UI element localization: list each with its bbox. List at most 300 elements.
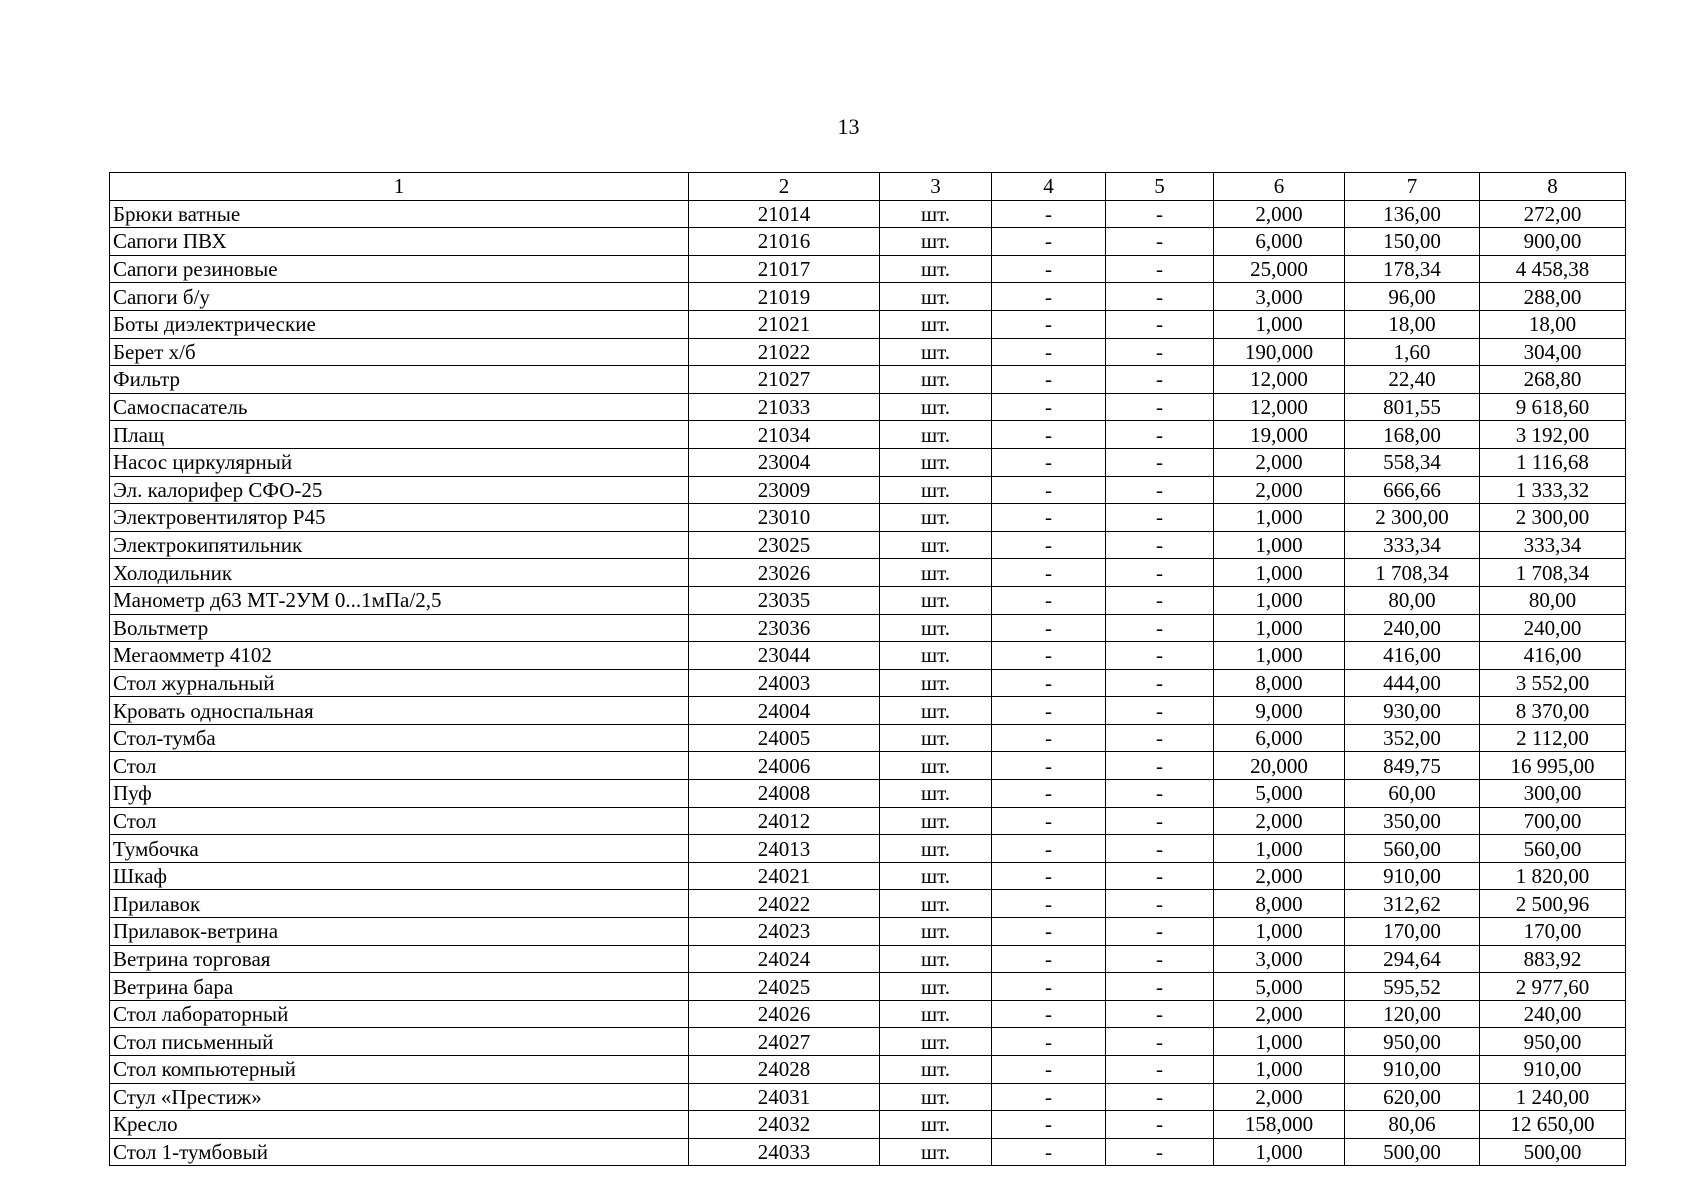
amount-cell: 560,00 xyxy=(1480,835,1626,863)
item-name-cell: Сапоги резиновые xyxy=(110,255,689,283)
item-code-cell: 24023 xyxy=(689,918,880,946)
item-code-cell: 24031 xyxy=(689,1083,880,1111)
unit-cell: шт. xyxy=(880,1056,992,1084)
table-row xyxy=(110,1056,1626,1084)
quantity-cell: 12,000 xyxy=(1214,366,1345,394)
col4-cell: - xyxy=(992,559,1106,587)
col4-cell: - xyxy=(992,724,1106,752)
item-name-cell: Мегаомметр 4102 xyxy=(110,642,689,670)
price-cell: 444,00 xyxy=(1345,669,1480,697)
col5-cell: - xyxy=(1106,1028,1214,1056)
item-name-cell: Стол xyxy=(110,807,689,835)
quantity-cell: 19,000 xyxy=(1214,421,1345,449)
price-cell: 178,34 xyxy=(1345,255,1480,283)
amount-cell: 2 500,96 xyxy=(1480,890,1626,918)
header-row xyxy=(110,173,1626,201)
item-code-cell: 21017 xyxy=(689,255,880,283)
quantity-cell: 8,000 xyxy=(1214,890,1345,918)
table-row xyxy=(110,669,1626,697)
item-name-cell: Ветрина торговая xyxy=(110,945,689,973)
item-code-cell: 23010 xyxy=(689,504,880,532)
quantity-cell: 190,000 xyxy=(1214,338,1345,366)
price-cell: 2 300,00 xyxy=(1345,504,1480,532)
column-header: 3 xyxy=(880,173,992,201)
table-row xyxy=(110,614,1626,642)
item-name-cell: Тумбочка xyxy=(110,835,689,863)
item-name-cell: Стол письменный xyxy=(110,1028,689,1056)
item-name-cell: Манометр д63 МТ-2УМ 0...1мПа/2,5 xyxy=(110,586,689,614)
col4-cell: - xyxy=(992,531,1106,559)
price-cell: 1,60 xyxy=(1345,338,1480,366)
col5-cell: - xyxy=(1106,697,1214,725)
price-cell: 312,62 xyxy=(1345,890,1480,918)
col5-cell: - xyxy=(1106,835,1214,863)
price-cell: 18,00 xyxy=(1345,310,1480,338)
price-cell: 150,00 xyxy=(1345,228,1480,256)
table-row xyxy=(110,890,1626,918)
amount-cell: 4 458,38 xyxy=(1480,255,1626,283)
price-cell: 170,00 xyxy=(1345,918,1480,946)
price-cell: 910,00 xyxy=(1345,1056,1480,1084)
quantity-cell: 12,000 xyxy=(1214,393,1345,421)
item-code-cell: 24022 xyxy=(689,890,880,918)
col4-cell: - xyxy=(992,366,1106,394)
price-cell: 666,66 xyxy=(1345,476,1480,504)
amount-cell: 2 112,00 xyxy=(1480,724,1626,752)
amount-cell: 268,80 xyxy=(1480,366,1626,394)
column-header: 7 xyxy=(1345,173,1480,201)
unit-cell: шт. xyxy=(880,448,992,476)
unit-cell: шт. xyxy=(880,200,992,228)
amount-cell: 240,00 xyxy=(1480,614,1626,642)
col4-cell: - xyxy=(992,504,1106,532)
col4-cell: - xyxy=(992,780,1106,808)
quantity-cell: 1,000 xyxy=(1214,642,1345,670)
col4-cell: - xyxy=(992,476,1106,504)
col5-cell: - xyxy=(1106,973,1214,1001)
item-code-cell: 23004 xyxy=(689,448,880,476)
table-row xyxy=(110,862,1626,890)
col4-cell: - xyxy=(992,338,1106,366)
table-row xyxy=(110,945,1626,973)
col5-cell: - xyxy=(1106,1083,1214,1111)
col4-cell: - xyxy=(992,1111,1106,1139)
amount-cell: 18,00 xyxy=(1480,310,1626,338)
col4-cell: - xyxy=(992,586,1106,614)
table-row xyxy=(110,1028,1626,1056)
unit-cell: шт. xyxy=(880,228,992,256)
quantity-cell: 5,000 xyxy=(1214,780,1345,808)
item-name-cell: Электровентилятор Р45 xyxy=(110,504,689,532)
col4-cell: - xyxy=(992,1138,1106,1166)
quantity-cell: 20,000 xyxy=(1214,752,1345,780)
amount-cell: 1 240,00 xyxy=(1480,1083,1626,1111)
quantity-cell: 2,000 xyxy=(1214,1000,1345,1028)
column-header: 8 xyxy=(1480,173,1626,201)
price-cell: 60,00 xyxy=(1345,780,1480,808)
item-name-cell: Эл. калорифер СФО-25 xyxy=(110,476,689,504)
unit-cell: шт. xyxy=(880,973,992,1001)
col5-cell: - xyxy=(1106,642,1214,670)
amount-cell: 900,00 xyxy=(1480,228,1626,256)
amount-cell: 304,00 xyxy=(1480,338,1626,366)
column-header: 4 xyxy=(992,173,1106,201)
item-name-cell: Стол xyxy=(110,752,689,780)
unit-cell: шт. xyxy=(880,890,992,918)
amount-cell: 240,00 xyxy=(1480,1000,1626,1028)
price-cell: 80,00 xyxy=(1345,586,1480,614)
col4-cell: - xyxy=(992,283,1106,311)
col4-cell: - xyxy=(992,890,1106,918)
amount-cell: 9 618,60 xyxy=(1480,393,1626,421)
item-code-cell: 24021 xyxy=(689,862,880,890)
item-name-cell: Пуф xyxy=(110,780,689,808)
item-name-cell: Электрокипятильник xyxy=(110,531,689,559)
unit-cell: шт. xyxy=(880,1000,992,1028)
item-code-cell: 23035 xyxy=(689,586,880,614)
quantity-cell: 2,000 xyxy=(1214,200,1345,228)
unit-cell: шт. xyxy=(880,366,992,394)
quantity-cell: 1,000 xyxy=(1214,1138,1345,1166)
item-name-cell: Кресло xyxy=(110,1111,689,1139)
quantity-cell: 158,000 xyxy=(1214,1111,1345,1139)
table-row xyxy=(110,559,1626,587)
amount-cell: 3 552,00 xyxy=(1480,669,1626,697)
item-name-cell: Прилавок-ветрина xyxy=(110,918,689,946)
col4-cell: - xyxy=(992,752,1106,780)
quantity-cell: 1,000 xyxy=(1214,614,1345,642)
item-code-cell: 23026 xyxy=(689,559,880,587)
amount-cell: 170,00 xyxy=(1480,918,1626,946)
col5-cell: - xyxy=(1106,559,1214,587)
table-row xyxy=(110,531,1626,559)
price-cell: 22,40 xyxy=(1345,366,1480,394)
amount-cell: 2 300,00 xyxy=(1480,504,1626,532)
item-code-cell: 24006 xyxy=(689,752,880,780)
table-row xyxy=(110,310,1626,338)
table-row xyxy=(110,642,1626,670)
col5-cell: - xyxy=(1106,724,1214,752)
price-cell: 500,00 xyxy=(1345,1138,1480,1166)
amount-cell: 8 370,00 xyxy=(1480,697,1626,725)
table-row xyxy=(110,973,1626,1001)
col5-cell: - xyxy=(1106,1111,1214,1139)
amount-cell: 80,00 xyxy=(1480,586,1626,614)
col4-cell: - xyxy=(992,697,1106,725)
item-name-cell: Прилавок xyxy=(110,890,689,918)
price-cell: 136,00 xyxy=(1345,200,1480,228)
unit-cell: шт. xyxy=(880,283,992,311)
col5-cell: - xyxy=(1106,890,1214,918)
amount-cell: 3 192,00 xyxy=(1480,421,1626,449)
price-cell: 950,00 xyxy=(1345,1028,1480,1056)
quantity-cell: 1,000 xyxy=(1214,310,1345,338)
amount-cell: 883,92 xyxy=(1480,945,1626,973)
col5-cell: - xyxy=(1106,283,1214,311)
amount-cell: 1 708,34 xyxy=(1480,559,1626,587)
item-name-cell: Ветрина бара xyxy=(110,973,689,1001)
table-row xyxy=(110,421,1626,449)
quantity-cell: 1,000 xyxy=(1214,586,1345,614)
col4-cell: - xyxy=(992,973,1106,1001)
col4-cell: - xyxy=(992,448,1106,476)
col4-cell: - xyxy=(992,918,1106,946)
item-name-cell: Вольтметр xyxy=(110,614,689,642)
price-cell: 416,00 xyxy=(1345,642,1480,670)
item-name-cell: Шкаф xyxy=(110,862,689,890)
amount-cell: 12 650,00 xyxy=(1480,1111,1626,1139)
col4-cell: - xyxy=(992,1083,1106,1111)
column-header: 6 xyxy=(1214,173,1345,201)
item-name-cell: Стол-тумба xyxy=(110,724,689,752)
unit-cell: шт. xyxy=(880,752,992,780)
price-cell: 620,00 xyxy=(1345,1083,1480,1111)
col5-cell: - xyxy=(1106,780,1214,808)
col4-cell: - xyxy=(992,255,1106,283)
price-cell: 120,00 xyxy=(1345,1000,1480,1028)
table-row xyxy=(110,724,1626,752)
item-code-cell: 23025 xyxy=(689,531,880,559)
col5-cell: - xyxy=(1106,476,1214,504)
col4-cell: - xyxy=(992,228,1106,256)
amount-cell: 500,00 xyxy=(1480,1138,1626,1166)
unit-cell: шт. xyxy=(880,338,992,366)
quantity-cell: 1,000 xyxy=(1214,918,1345,946)
col5-cell: - xyxy=(1106,310,1214,338)
quantity-cell: 3,000 xyxy=(1214,945,1345,973)
price-cell: 352,00 xyxy=(1345,724,1480,752)
col5-cell: - xyxy=(1106,945,1214,973)
amount-cell: 16 995,00 xyxy=(1480,752,1626,780)
table-row xyxy=(110,918,1626,946)
item-code-cell: 23009 xyxy=(689,476,880,504)
quantity-cell: 6,000 xyxy=(1214,724,1345,752)
quantity-cell: 1,000 xyxy=(1214,835,1345,863)
price-cell: 1 708,34 xyxy=(1345,559,1480,587)
price-cell: 333,34 xyxy=(1345,531,1480,559)
col4-cell: - xyxy=(992,835,1106,863)
amount-cell: 333,34 xyxy=(1480,531,1626,559)
item-code-cell: 21016 xyxy=(689,228,880,256)
item-name-cell: Плащ xyxy=(110,421,689,449)
amount-cell: 950,00 xyxy=(1480,1028,1626,1056)
table-row xyxy=(110,504,1626,532)
price-cell: 558,34 xyxy=(1345,448,1480,476)
quantity-cell: 5,000 xyxy=(1214,973,1345,1001)
col5-cell: - xyxy=(1106,448,1214,476)
quantity-cell: 6,000 xyxy=(1214,228,1345,256)
col4-cell: - xyxy=(992,310,1106,338)
col5-cell: - xyxy=(1106,338,1214,366)
item-name-cell: Стол лабораторный xyxy=(110,1000,689,1028)
column-header: 2 xyxy=(689,173,880,201)
item-code-cell: 24003 xyxy=(689,669,880,697)
amount-cell: 910,00 xyxy=(1480,1056,1626,1084)
quantity-cell: 9,000 xyxy=(1214,697,1345,725)
amount-cell: 1 116,68 xyxy=(1480,448,1626,476)
price-cell: 801,55 xyxy=(1345,393,1480,421)
page-number: 13 xyxy=(837,114,860,139)
amount-cell: 1 820,00 xyxy=(1480,862,1626,890)
item-name-cell: Стул «Престиж» xyxy=(110,1083,689,1111)
unit-cell: шт. xyxy=(880,642,992,670)
col4-cell: - xyxy=(992,807,1106,835)
quantity-cell: 2,000 xyxy=(1214,1083,1345,1111)
column-header: 5 xyxy=(1106,173,1214,201)
unit-cell: шт. xyxy=(880,1138,992,1166)
unit-cell: шт. xyxy=(880,918,992,946)
amount-cell: 272,00 xyxy=(1480,200,1626,228)
quantity-cell: 1,000 xyxy=(1214,1028,1345,1056)
item-code-cell: 21022 xyxy=(689,338,880,366)
item-name-cell: Сапоги ПВХ xyxy=(110,228,689,256)
table-row xyxy=(110,1138,1626,1166)
col4-cell: - xyxy=(992,1028,1106,1056)
price-cell: 240,00 xyxy=(1345,614,1480,642)
unit-cell: шт. xyxy=(880,1083,992,1111)
quantity-cell: 2,000 xyxy=(1214,862,1345,890)
quantity-cell: 1,000 xyxy=(1214,531,1345,559)
unit-cell: шт. xyxy=(880,669,992,697)
table-row xyxy=(110,476,1626,504)
item-name-cell: Стол журнальный xyxy=(110,669,689,697)
col5-cell: - xyxy=(1106,255,1214,283)
item-code-cell: 23036 xyxy=(689,614,880,642)
table-row xyxy=(110,255,1626,283)
inventory-table xyxy=(109,172,1626,1166)
col4-cell: - xyxy=(992,421,1106,449)
col4-cell: - xyxy=(992,200,1106,228)
table-row xyxy=(110,283,1626,311)
unit-cell: шт. xyxy=(880,1028,992,1056)
table-row xyxy=(110,228,1626,256)
unit-cell: шт. xyxy=(880,807,992,835)
col5-cell: - xyxy=(1106,1000,1214,1028)
amount-cell: 300,00 xyxy=(1480,780,1626,808)
table-row xyxy=(110,1083,1626,1111)
price-cell: 168,00 xyxy=(1345,421,1480,449)
unit-cell: шт. xyxy=(880,862,992,890)
col4-cell: - xyxy=(992,862,1106,890)
col5-cell: - xyxy=(1106,531,1214,559)
price-cell: 560,00 xyxy=(1345,835,1480,863)
col5-cell: - xyxy=(1106,1138,1214,1166)
quantity-cell: 1,000 xyxy=(1214,1056,1345,1084)
table-row xyxy=(110,697,1626,725)
amount-cell: 1 333,32 xyxy=(1480,476,1626,504)
unit-cell: шт. xyxy=(880,310,992,338)
unit-cell: шт. xyxy=(880,586,992,614)
col5-cell: - xyxy=(1106,669,1214,697)
col5-cell: - xyxy=(1106,807,1214,835)
col5-cell: - xyxy=(1106,1056,1214,1084)
table-row xyxy=(110,586,1626,614)
col5-cell: - xyxy=(1106,586,1214,614)
col5-cell: - xyxy=(1106,504,1214,532)
quantity-cell: 8,000 xyxy=(1214,669,1345,697)
col5-cell: - xyxy=(1106,918,1214,946)
table-row xyxy=(110,1000,1626,1028)
quantity-cell: 3,000 xyxy=(1214,283,1345,311)
quantity-cell: 2,000 xyxy=(1214,448,1345,476)
item-code-cell: 24008 xyxy=(689,780,880,808)
item-code-cell: 24004 xyxy=(689,697,880,725)
item-code-cell: 21019 xyxy=(689,283,880,311)
col5-cell: - xyxy=(1106,862,1214,890)
col5-cell: - xyxy=(1106,614,1214,642)
item-code-cell: 24033 xyxy=(689,1138,880,1166)
amount-cell: 700,00 xyxy=(1480,807,1626,835)
table-row xyxy=(110,448,1626,476)
item-code-cell: 24024 xyxy=(689,945,880,973)
col4-cell: - xyxy=(992,642,1106,670)
item-code-cell: 24025 xyxy=(689,973,880,1001)
item-code-cell: 24032 xyxy=(689,1111,880,1139)
col4-cell: - xyxy=(992,393,1106,421)
table-row xyxy=(110,366,1626,394)
table-row xyxy=(110,200,1626,228)
unit-cell: шт. xyxy=(880,945,992,973)
item-code-cell: 24028 xyxy=(689,1056,880,1084)
price-cell: 350,00 xyxy=(1345,807,1480,835)
item-code-cell: 24005 xyxy=(689,724,880,752)
table-body xyxy=(110,200,1626,1166)
unit-cell: шт. xyxy=(880,476,992,504)
col5-cell: - xyxy=(1106,421,1214,449)
price-cell: 294,64 xyxy=(1345,945,1480,973)
column-header: 1 xyxy=(110,173,689,201)
item-code-cell: 23044 xyxy=(689,642,880,670)
item-name-cell: Сапоги б/у xyxy=(110,283,689,311)
item-code-cell: 24012 xyxy=(689,807,880,835)
quantity-cell: 1,000 xyxy=(1214,504,1345,532)
col4-cell: - xyxy=(992,614,1106,642)
item-name-cell: Брюки ватные xyxy=(110,200,689,228)
unit-cell: шт. xyxy=(880,697,992,725)
unit-cell: шт. xyxy=(880,531,992,559)
table-row xyxy=(110,752,1626,780)
col4-cell: - xyxy=(992,669,1106,697)
col5-cell: - xyxy=(1106,228,1214,256)
unit-cell: шт. xyxy=(880,393,992,421)
item-name-cell: Стол 1-тумбовый xyxy=(110,1138,689,1166)
amount-cell: 416,00 xyxy=(1480,642,1626,670)
unit-cell: шт. xyxy=(880,504,992,532)
item-code-cell: 21014 xyxy=(689,200,880,228)
item-code-cell: 24013 xyxy=(689,835,880,863)
item-code-cell: 21033 xyxy=(689,393,880,421)
col5-cell: - xyxy=(1106,200,1214,228)
item-code-cell: 21034 xyxy=(689,421,880,449)
unit-cell: шт. xyxy=(880,724,992,752)
table-row xyxy=(110,1111,1626,1139)
item-name-cell: Стол компьютерный xyxy=(110,1056,689,1084)
item-name-cell: Насос циркулярный xyxy=(110,448,689,476)
price-cell: 96,00 xyxy=(1345,283,1480,311)
price-cell: 910,00 xyxy=(1345,862,1480,890)
quantity-cell: 1,000 xyxy=(1214,559,1345,587)
quantity-cell: 2,000 xyxy=(1214,476,1345,504)
unit-cell: шт. xyxy=(880,835,992,863)
amount-cell: 288,00 xyxy=(1480,283,1626,311)
quantity-cell: 25,000 xyxy=(1214,255,1345,283)
unit-cell: шт. xyxy=(880,421,992,449)
table-row xyxy=(110,835,1626,863)
price-cell: 80,06 xyxy=(1345,1111,1480,1139)
price-cell: 930,00 xyxy=(1345,697,1480,725)
col5-cell: - xyxy=(1106,752,1214,780)
item-name-cell: Самоспасатель xyxy=(110,393,689,421)
